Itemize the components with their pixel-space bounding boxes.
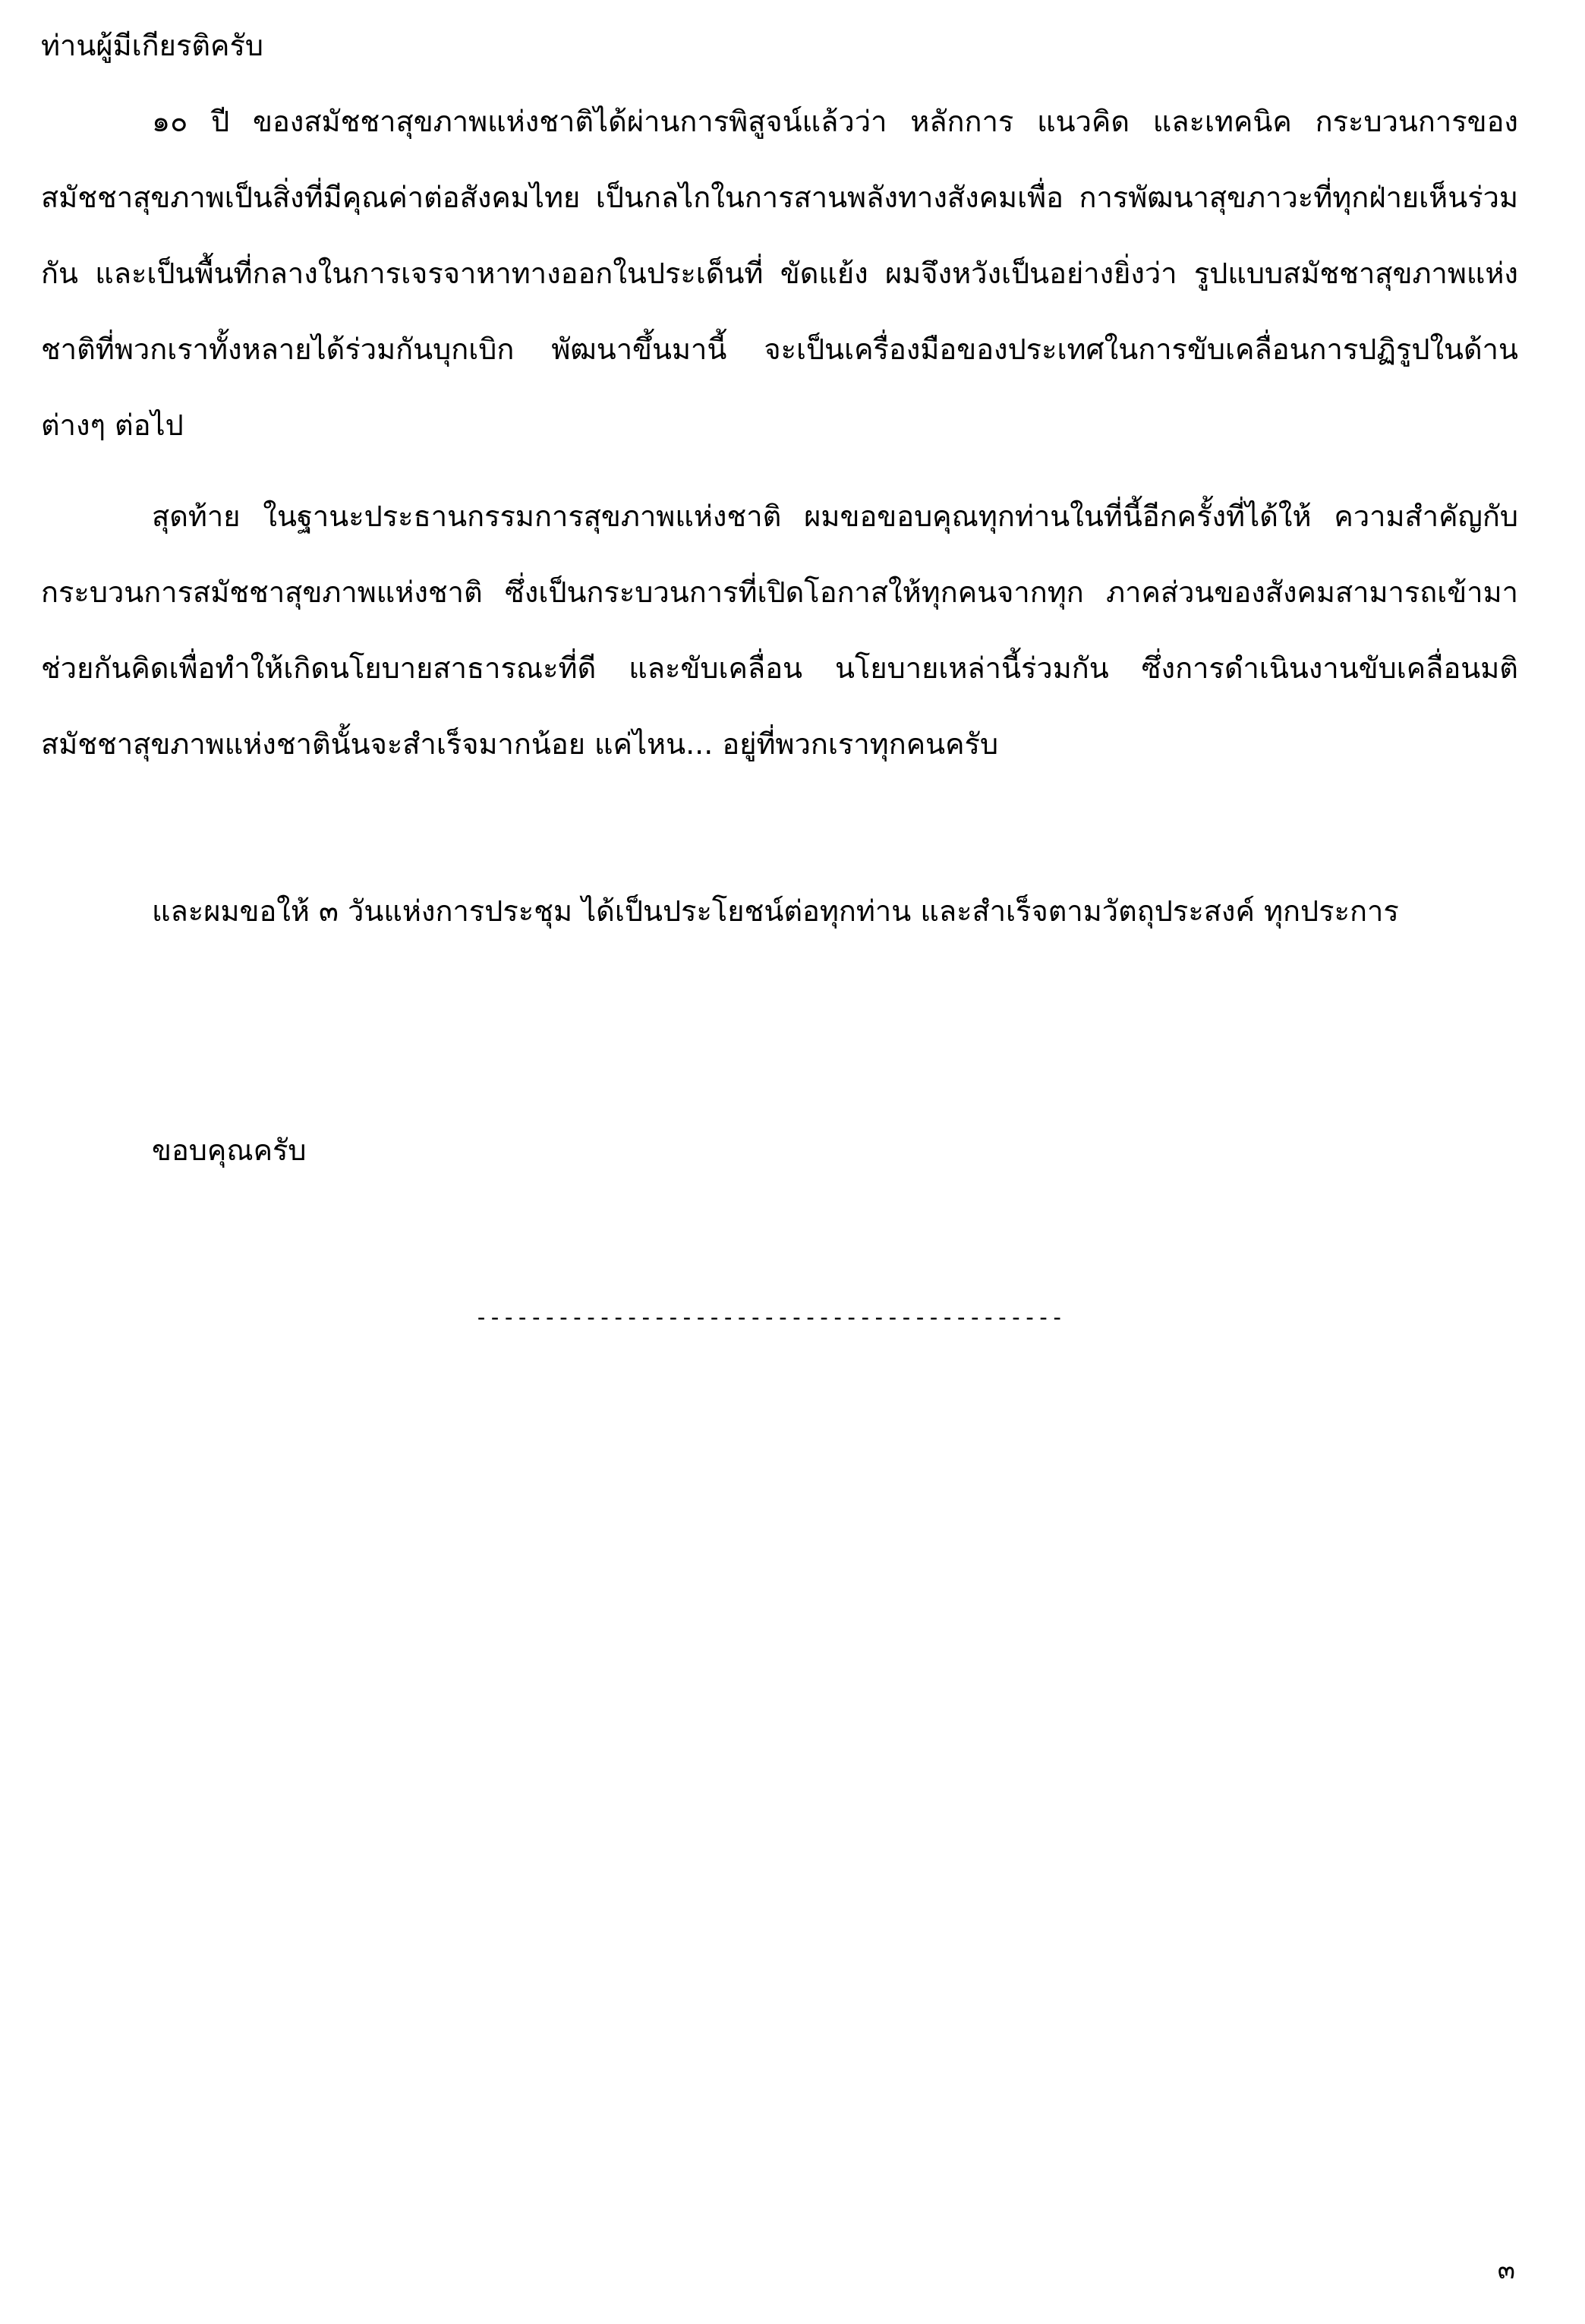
separator-line: ------------------------------------------- [474,1304,1064,1331]
paragraph-ten-years: ๑๐ ปี ของสมัชชาสุขภาพแห่งชาติได้ผ่านการพิสูจน์แล้วว่า หลักการ แนวคิด และเทคนิค กระบวนการของสมัชชาสุขภาพเป็นสิ่งที่มีคุณค่าต่อสังคมไทย เป็นกลไกในการสานพลังทางสังคมเพื่อ การพัฒนาสุขภาวะที่ทุกฝ่ายเห็นร่วมกัน และเป็นพื้นที่กลางในการเจรจาหาทางออกในประเด็นที่ ขัดแย้ง ผมจึงหวังเป็นอย่างยิ่งว่า รูปแบบสมัชชาสุขภาพแห่งชาติที่พวกเราทั้งหลายได้ร่วมกันบุกเบิก พัฒนาขึ้นมานี้ จะเป็นเครื่องมือของประเทศในการขับเคลื่อนการปฏิรูปในด้านต่างๆ ต่อไป [41,105,1518,442]
page-number: ๓ [1497,2255,1515,2285]
salutation: ท่านผู้มีเกียรติครับ [41,29,263,62]
paragraph-closing-thanks: สุดท้าย ในฐานะประธานกรรมการสุขภาพแห่งชาติ ผมขอขอบคุณทุกท่านในที่นี้อีกครั้งที่ได้ให้ ความสำคัญกับกระบวนการสมัชชาสุขภาพแห่งชาติ ซึ่งเป็นกระบวนการที่เปิดโอกาสให้ทุกคนจากทุก ภาคส่วนของสังคมสามารถเข้ามาช่วยกันคิดเพื่อทำให้เกิดนโยบายสาธารณะที่ดี และขับเคลื่อน นโยบายเหล่านี้ร่วมกัน ซึ่งการดำเนินงานขับเคลื่อนมติสมัชชาสุขภาพแห่งชาตินั้นจะสำเร็จมากน้อย แค่ไหน... อยู่ที่พวกเราทุกคนครับ [41,500,1518,761]
paragraph-meeting-wishes: และผมขอให้ ๓ วันแห่งการประชุม ได้เป็นประโยชน์ต่อทุกท่าน และสำเร็จตามวัตถุประสงค์ ทุกประการ [152,894,1399,928]
paragraph-thank-you: ขอบคุณครับ [152,1134,307,1167]
